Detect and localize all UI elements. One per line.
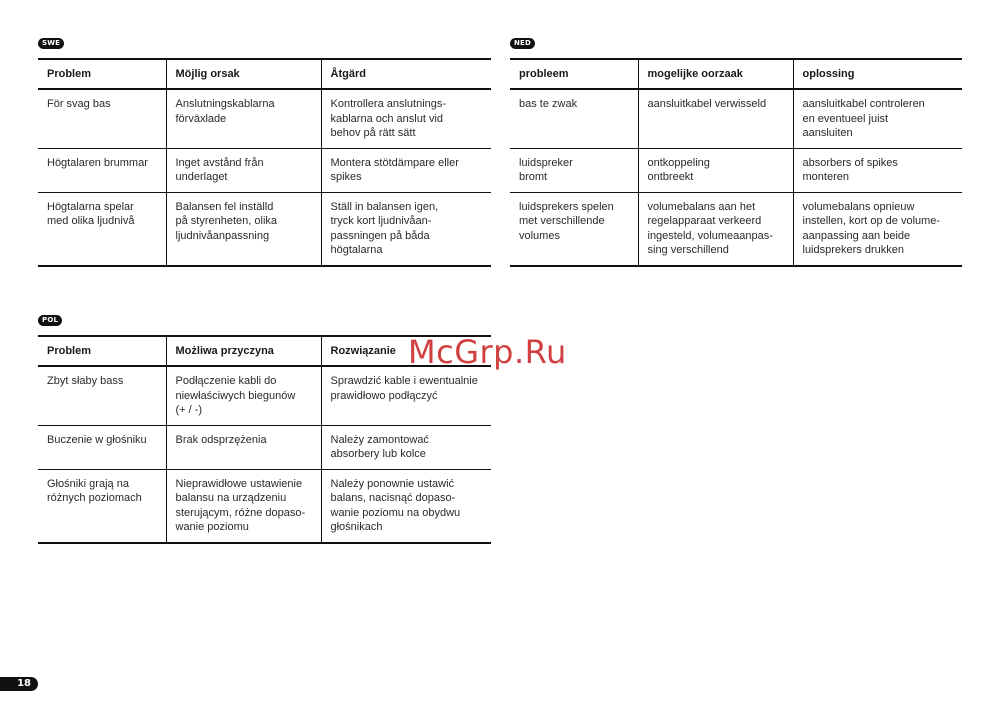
table-cell	[166, 425, 321, 469]
cell-text-line: balansu na urządzeniu	[175, 492, 287, 504]
table-row	[38, 192, 491, 266]
cell-text-line: Brak odsprzężenia	[175, 433, 267, 446]
cell-text-line: sterującym, różne dopaso-	[175, 506, 306, 519]
cell-text-line: behov på rätt sätt	[330, 127, 416, 139]
table-cell	[321, 425, 491, 469]
table-header-row	[38, 59, 491, 89]
table-row	[510, 192, 962, 266]
cell-text-line: instellen, kort op de volume-	[802, 215, 941, 227]
cell-text-line: bas te zwak	[519, 98, 578, 110]
column-header: probleem	[510, 59, 638, 89]
table-row	[510, 89, 962, 148]
table-cell	[166, 148, 321, 192]
column-header: Problem	[38, 336, 166, 366]
cell-text-line: Należy zamontować	[330, 433, 429, 446]
cell-text-line: aansluiten	[802, 127, 853, 139]
column-header: Możliwa przyczyna	[166, 336, 321, 366]
language-badge-pol: POL	[38, 315, 62, 326]
watermark-text: McGrp.Ru	[408, 333, 567, 371]
table-cell	[321, 192, 491, 266]
table-cell	[321, 469, 491, 543]
table-cell	[166, 89, 321, 148]
table-row	[38, 366, 491, 425]
cell-text-line: różnych poziomach	[47, 492, 142, 504]
cell-text-line: tryck kort ljudnivåan-	[330, 215, 432, 227]
cell-text-line: Sprawdzić kable i ewentualnie	[330, 375, 478, 387]
column-header: Rozwiązanie	[321, 336, 491, 366]
table-cell	[321, 148, 491, 192]
cell-text-line: För svag bas	[47, 98, 111, 110]
cell-text-line: volumebalans aan het	[647, 200, 756, 213]
cell-text-line: aansluitkabel controleren	[802, 98, 925, 110]
table-row	[38, 89, 491, 148]
cell-text-line: luidspreker	[519, 156, 573, 169]
cell-text-line: met verschillende	[519, 215, 605, 227]
table-cell	[166, 192, 321, 266]
cell-text-line: volumes	[519, 229, 560, 242]
cell-text-line: wanie poziomu na obydwu	[330, 506, 461, 519]
table-cell	[321, 366, 491, 425]
language-badge-swe: SWE	[38, 38, 64, 49]
cell-text-line: absorbers of spikes	[802, 156, 898, 169]
page-number: 18	[0, 677, 38, 691]
cell-text-line: volumebalans opnieuw	[802, 200, 915, 213]
column-header: oplossing	[793, 59, 962, 89]
cell-text-line: regelapparaat verkeerd	[647, 215, 762, 227]
column-header: Åtgärd	[321, 59, 491, 89]
cell-text-line: Ställ in balansen igen,	[330, 200, 439, 213]
cell-text-line: Balansen fel inställd	[175, 200, 274, 213]
cell-text-line: ingesteld, volumeaanpas-	[647, 229, 773, 242]
table-cell	[38, 192, 166, 266]
cell-text-line: passningen på båda	[330, 229, 430, 242]
cell-text-line: Zbyt słaby bass	[47, 375, 124, 387]
table-cell	[793, 148, 962, 192]
troubleshooting-table-swe	[38, 58, 491, 267]
table-cell	[793, 89, 962, 148]
cell-text-line: Montera stötdämpare eller	[330, 156, 459, 169]
cell-text-line: luidsprekers spelen	[519, 200, 614, 213]
cell-text-line: underlaget	[175, 171, 228, 183]
table-cell	[166, 366, 321, 425]
table-row	[38, 425, 491, 469]
cell-text-line: Buczenie w głośniku	[47, 433, 147, 446]
cell-text-line: Głośniki grają na	[47, 477, 129, 490]
table-row	[510, 148, 962, 192]
cell-text-line: spikes	[330, 171, 362, 183]
table-cell	[510, 148, 638, 192]
table-cell	[638, 148, 793, 192]
language-badge-ned: NED	[510, 38, 535, 49]
column-header: mogelijke oorzaak	[638, 59, 793, 89]
table-cell	[510, 192, 638, 266]
cell-text-line: kablarna och anslut vid	[330, 112, 444, 125]
column-header: Möjlig orsak	[166, 59, 321, 89]
cell-text-line: absorbery lub kolce	[330, 448, 426, 460]
troubleshooting-table-ned	[510, 58, 962, 267]
cell-text-line: ontkoppeling	[647, 156, 710, 169]
cell-text-line: Högtalaren brummar	[47, 156, 148, 169]
table-cell	[638, 89, 793, 148]
table-cell	[510, 89, 638, 148]
cell-text-line: Podłączenie kabli do	[175, 375, 277, 387]
cell-text-line: med olika ljudnivå	[47, 215, 135, 227]
cell-text-line: förväxlade	[175, 112, 227, 125]
table-cell	[38, 148, 166, 192]
cell-text-line: Należy ponownie ustawić	[330, 477, 455, 490]
cell-text-line: Inget avstånd från	[175, 156, 264, 169]
table-cell	[38, 366, 166, 425]
table-row	[38, 469, 491, 543]
column-header: Problem	[38, 59, 166, 89]
cell-text-line: (+ / -)	[175, 404, 203, 416]
cell-text-line: monteren	[802, 171, 849, 183]
cell-text-line: Anslutningskablarna	[175, 98, 275, 110]
cell-text-line: en eventueel juist	[802, 112, 889, 125]
cell-text-line: sing verschillend	[647, 244, 729, 256]
table-row	[38, 148, 491, 192]
cell-text-line: luidsprekers drukken	[802, 244, 904, 256]
cell-text-line: balans, nacisnąć dopaso-	[330, 492, 456, 504]
cell-text-line: wanie poziomu	[175, 521, 249, 533]
table-cell	[166, 469, 321, 543]
table-cell	[38, 469, 166, 543]
cell-text-line: högtalarna	[330, 244, 383, 256]
cell-text-line: ontbreekt	[647, 171, 694, 183]
cell-text-line: głośnikach	[330, 521, 383, 533]
cell-text-line: Högtalarna spelar	[47, 200, 134, 213]
table-cell	[793, 192, 962, 266]
table-cell	[38, 425, 166, 469]
cell-text-line: på styrenheten, olika	[175, 215, 278, 227]
table-cell	[321, 89, 491, 148]
table-cell	[638, 192, 793, 266]
cell-text-line: Kontrollera anslutnings-	[330, 98, 447, 110]
table-cell	[38, 89, 166, 148]
cell-text-line: Nieprawidłowe ustawienie	[175, 477, 303, 490]
table-header-row	[510, 59, 962, 89]
cell-text-line: prawidłowo podłączyć	[330, 389, 438, 402]
cell-text-line: bromt	[519, 171, 548, 183]
cell-text-line: niewłaściwych biegunów	[175, 389, 296, 402]
cell-text-line: aanpassing aan beide	[802, 229, 911, 242]
cell-text-line: aansluitkabel verwisseld	[647, 98, 767, 110]
cell-text-line: ljudnivåanpassning	[175, 229, 270, 242]
